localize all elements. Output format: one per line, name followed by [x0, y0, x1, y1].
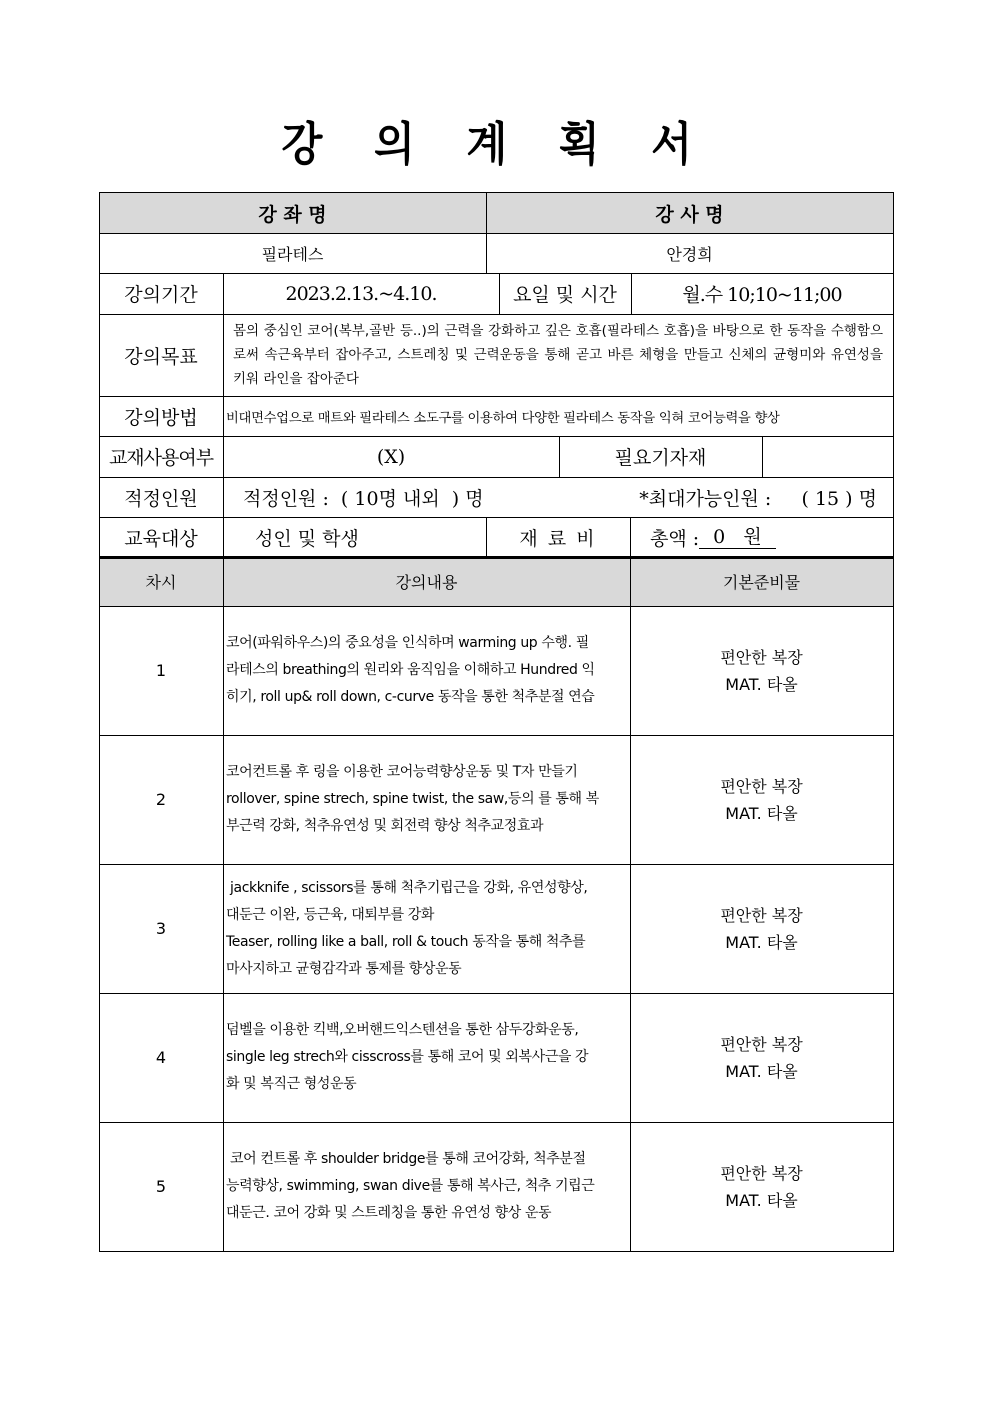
- border-line: [499, 273, 500, 314]
- border-line: [223, 273, 224, 557]
- session-number: [99, 864, 223, 993]
- session-number: [99, 993, 223, 1122]
- textbook-label-text: 교재사용여부: [108, 447, 214, 469]
- capacity-text: 적정인원 : ( 10명 내외 ) 명: [243, 487, 484, 510]
- fee-prefix-text: 총액 :: [650, 527, 700, 550]
- border-line: [559, 436, 560, 477]
- border-line: [99, 477, 894, 478]
- target-value: [223, 517, 486, 557]
- capacity-label: [99, 477, 223, 517]
- content-line: 부근력 강화, 척추유연성 및 회전력 향상 척추교정효과: [226, 818, 544, 834]
- max-capacity-text: *최대가능인원 : ( 15 ) 명: [639, 487, 877, 510]
- goal-value-text: 몸의 중심인 코어(복부,골반 등..)의 근력을 강화하고 깊은 호흡(필라테스 호흡)을 바탕으로 한 동작을 수행함으로써 속근육부터 잡아주고, 스트레칭 및 근력운동을 통해 곧고 바른 체형을 만들고 신체의 균형미와 유연성을 키워 라인을 잡아준다: [233, 323, 883, 387]
- instructor-name-header-label: 강 사 명: [655, 203, 724, 226]
- textbook-value: [223, 436, 559, 477]
- goal-label: [99, 314, 223, 396]
- content-line: 덤벨을 이용한 킥백,오버핸드익스텐션을 통한 삼두강화운동,: [226, 1022, 579, 1038]
- textbook-label: [99, 436, 223, 477]
- border-line: [893, 192, 894, 1252]
- session-prep: [630, 735, 893, 864]
- session-prep: [630, 864, 893, 993]
- content-line: 능력향상, swimming, swan dive를 통해 복사근, 척추 기립근: [226, 1178, 595, 1194]
- goal-value: [223, 314, 893, 396]
- schedule-value-text: 월.수 10;10~11;00: [682, 284, 842, 306]
- border-line: [223, 557, 224, 1252]
- course-name-value: [99, 233, 486, 273]
- content-line: 코어 컨트롤 후 shoulder bridge를 통해 코어강화, 척추분절: [226, 1151, 586, 1167]
- border-line: [486, 517, 487, 557]
- equipment-value: [762, 436, 893, 477]
- capacity-label-text: 적정인원: [124, 487, 198, 510]
- session-number: [99, 1122, 223, 1251]
- session-number-text: 2: [155, 790, 167, 809]
- schedule-label: [499, 273, 631, 314]
- instructor-name-value: [486, 233, 893, 273]
- content-line: 대둔근. 코어 강화 및 스트레칭을 통한 유연성 향상 운동: [226, 1205, 552, 1221]
- border-line: [99, 606, 894, 607]
- border-line-thick: [99, 556, 894, 559]
- prep-line: MAT. 타올: [725, 1061, 798, 1081]
- border-line: [99, 273, 894, 274]
- content-line: rollover, spine strech, spine twist, the saw,등의 를 통해 복: [226, 791, 599, 807]
- period-value-text: 2023.2.13.~4.10.: [285, 282, 437, 305]
- session-header-text: 차시: [145, 573, 177, 592]
- prep-line: 편안한 복장: [720, 1163, 803, 1183]
- equipment-label-text: 필요기자재: [614, 447, 707, 469]
- content-line: 화 및 복직근 형성운동: [226, 1076, 357, 1092]
- session-number: [99, 606, 223, 735]
- prep-header-text: 기본준비물: [722, 573, 801, 592]
- session-number-text: 1: [155, 661, 167, 680]
- prep-line: MAT. 타올: [725, 1190, 798, 1210]
- border-line: [99, 192, 100, 1252]
- target-value-text: 성인 및 학생: [255, 527, 359, 550]
- border-line: [99, 517, 894, 518]
- prep-line: MAT. 타올: [725, 674, 798, 694]
- period-label: [99, 273, 223, 314]
- border-line: [99, 993, 894, 994]
- prep-line: MAT. 타올: [725, 932, 798, 952]
- target-label: [99, 517, 223, 557]
- content-header-text: 강의내용: [395, 573, 458, 592]
- schedule-value: [631, 273, 893, 314]
- border-line: [99, 436, 894, 437]
- content-line: jackknife , scissors를 통해 척추기립근을 강화, 유연성향상,: [226, 879, 588, 896]
- capacity-value: [223, 477, 893, 517]
- course-name-header-label: 강 좌 명: [258, 203, 327, 226]
- document-title: 강 의 계 획 서: [281, 117, 711, 171]
- method-label-text: 강의방법: [124, 406, 198, 429]
- textbook-value-text: (X): [376, 445, 406, 468]
- course-name-header: [99, 193, 486, 233]
- content-line: 마사지하고 균형감각과 통제를 향상운동: [226, 960, 462, 977]
- prep-line: 편안한 복장: [720, 905, 803, 925]
- fee-amount-text: 0 원: [699, 526, 776, 549]
- prep-line: 편안한 복장: [720, 1034, 803, 1054]
- border-line: [99, 314, 894, 315]
- content-header: [223, 557, 630, 606]
- fee-label: [486, 517, 630, 557]
- instructor-name-text: 안경희: [666, 244, 713, 264]
- fee-value: [630, 517, 893, 557]
- border-line: [99, 1122, 894, 1123]
- target-label-text: 교육대상: [124, 527, 198, 550]
- content-line: 라테스의 breathing의 원리와 움직임을 이해하고 Hundred 익: [226, 662, 595, 678]
- instructor-name-header: [486, 193, 893, 233]
- session-content: [223, 864, 630, 993]
- course-name-text: 필라테스: [261, 244, 324, 264]
- prep-line: 편안한 복장: [720, 776, 803, 796]
- border-line: [99, 233, 894, 234]
- session-content: [223, 993, 630, 1122]
- prep-header: [630, 557, 893, 606]
- border-line: [99, 192, 894, 193]
- schedule-label-text: 요일 및 시간: [513, 284, 617, 306]
- border-line: [630, 517, 631, 557]
- border-line: [630, 557, 631, 1252]
- border-line: [631, 273, 632, 314]
- session-number: [99, 735, 223, 864]
- session-prep: [630, 993, 893, 1122]
- content-line: 히기, roll up& roll down, c-curve 동작을 통한 척추분절 연습: [226, 689, 595, 705]
- prep-line: MAT. 타올: [725, 803, 798, 823]
- fee-label-text: 재 료 비: [519, 527, 597, 550]
- border-line: [486, 192, 487, 273]
- border-line: [99, 735, 894, 736]
- goal-label-text: 강의목표: [124, 345, 198, 368]
- content-line: 코어컨트롤 후 링을 이용한 코어능력향상운동 및 T자 만들기: [226, 764, 578, 780]
- session-number-text: 4: [155, 1048, 167, 1067]
- session-content: [223, 606, 630, 735]
- equipment-label: [559, 436, 762, 477]
- content-line: 코어(파워하우스)의 중요성을 인식하며 warming up 수행. 필: [226, 635, 589, 651]
- border-line: [99, 1251, 894, 1252]
- content-line: Teaser, rolling like a ball, roll & touch 동작을 통해 척추를: [226, 933, 586, 950]
- border-line: [762, 436, 763, 477]
- period-value: [223, 273, 499, 314]
- content-line: single leg strech와 cisscross를 통해 코어 및 외복사근을 강: [226, 1049, 589, 1065]
- method-label: [99, 396, 223, 436]
- session-prep: [630, 606, 893, 735]
- session-header: [99, 557, 223, 606]
- session-content: [223, 735, 630, 864]
- period-label-text: 강의기간: [124, 284, 198, 306]
- border-line: [99, 864, 894, 865]
- prep-line: 편안한 복장: [720, 647, 803, 667]
- session-number-text: 3: [155, 919, 167, 938]
- session-number-text: 5: [155, 1177, 167, 1196]
- session-content: [223, 1122, 630, 1251]
- method-value: [223, 396, 893, 436]
- border-line: [99, 396, 894, 397]
- method-value-text: 비대면수업으로 매트와 필라테스 소도구를 이용하여 다양한 필라테스 동작을 익혀 코어능력을 향상: [226, 410, 780, 426]
- session-prep: [630, 1122, 893, 1251]
- content-line: 대둔근 이완, 등근육, 대퇴부를 강화: [226, 906, 435, 923]
